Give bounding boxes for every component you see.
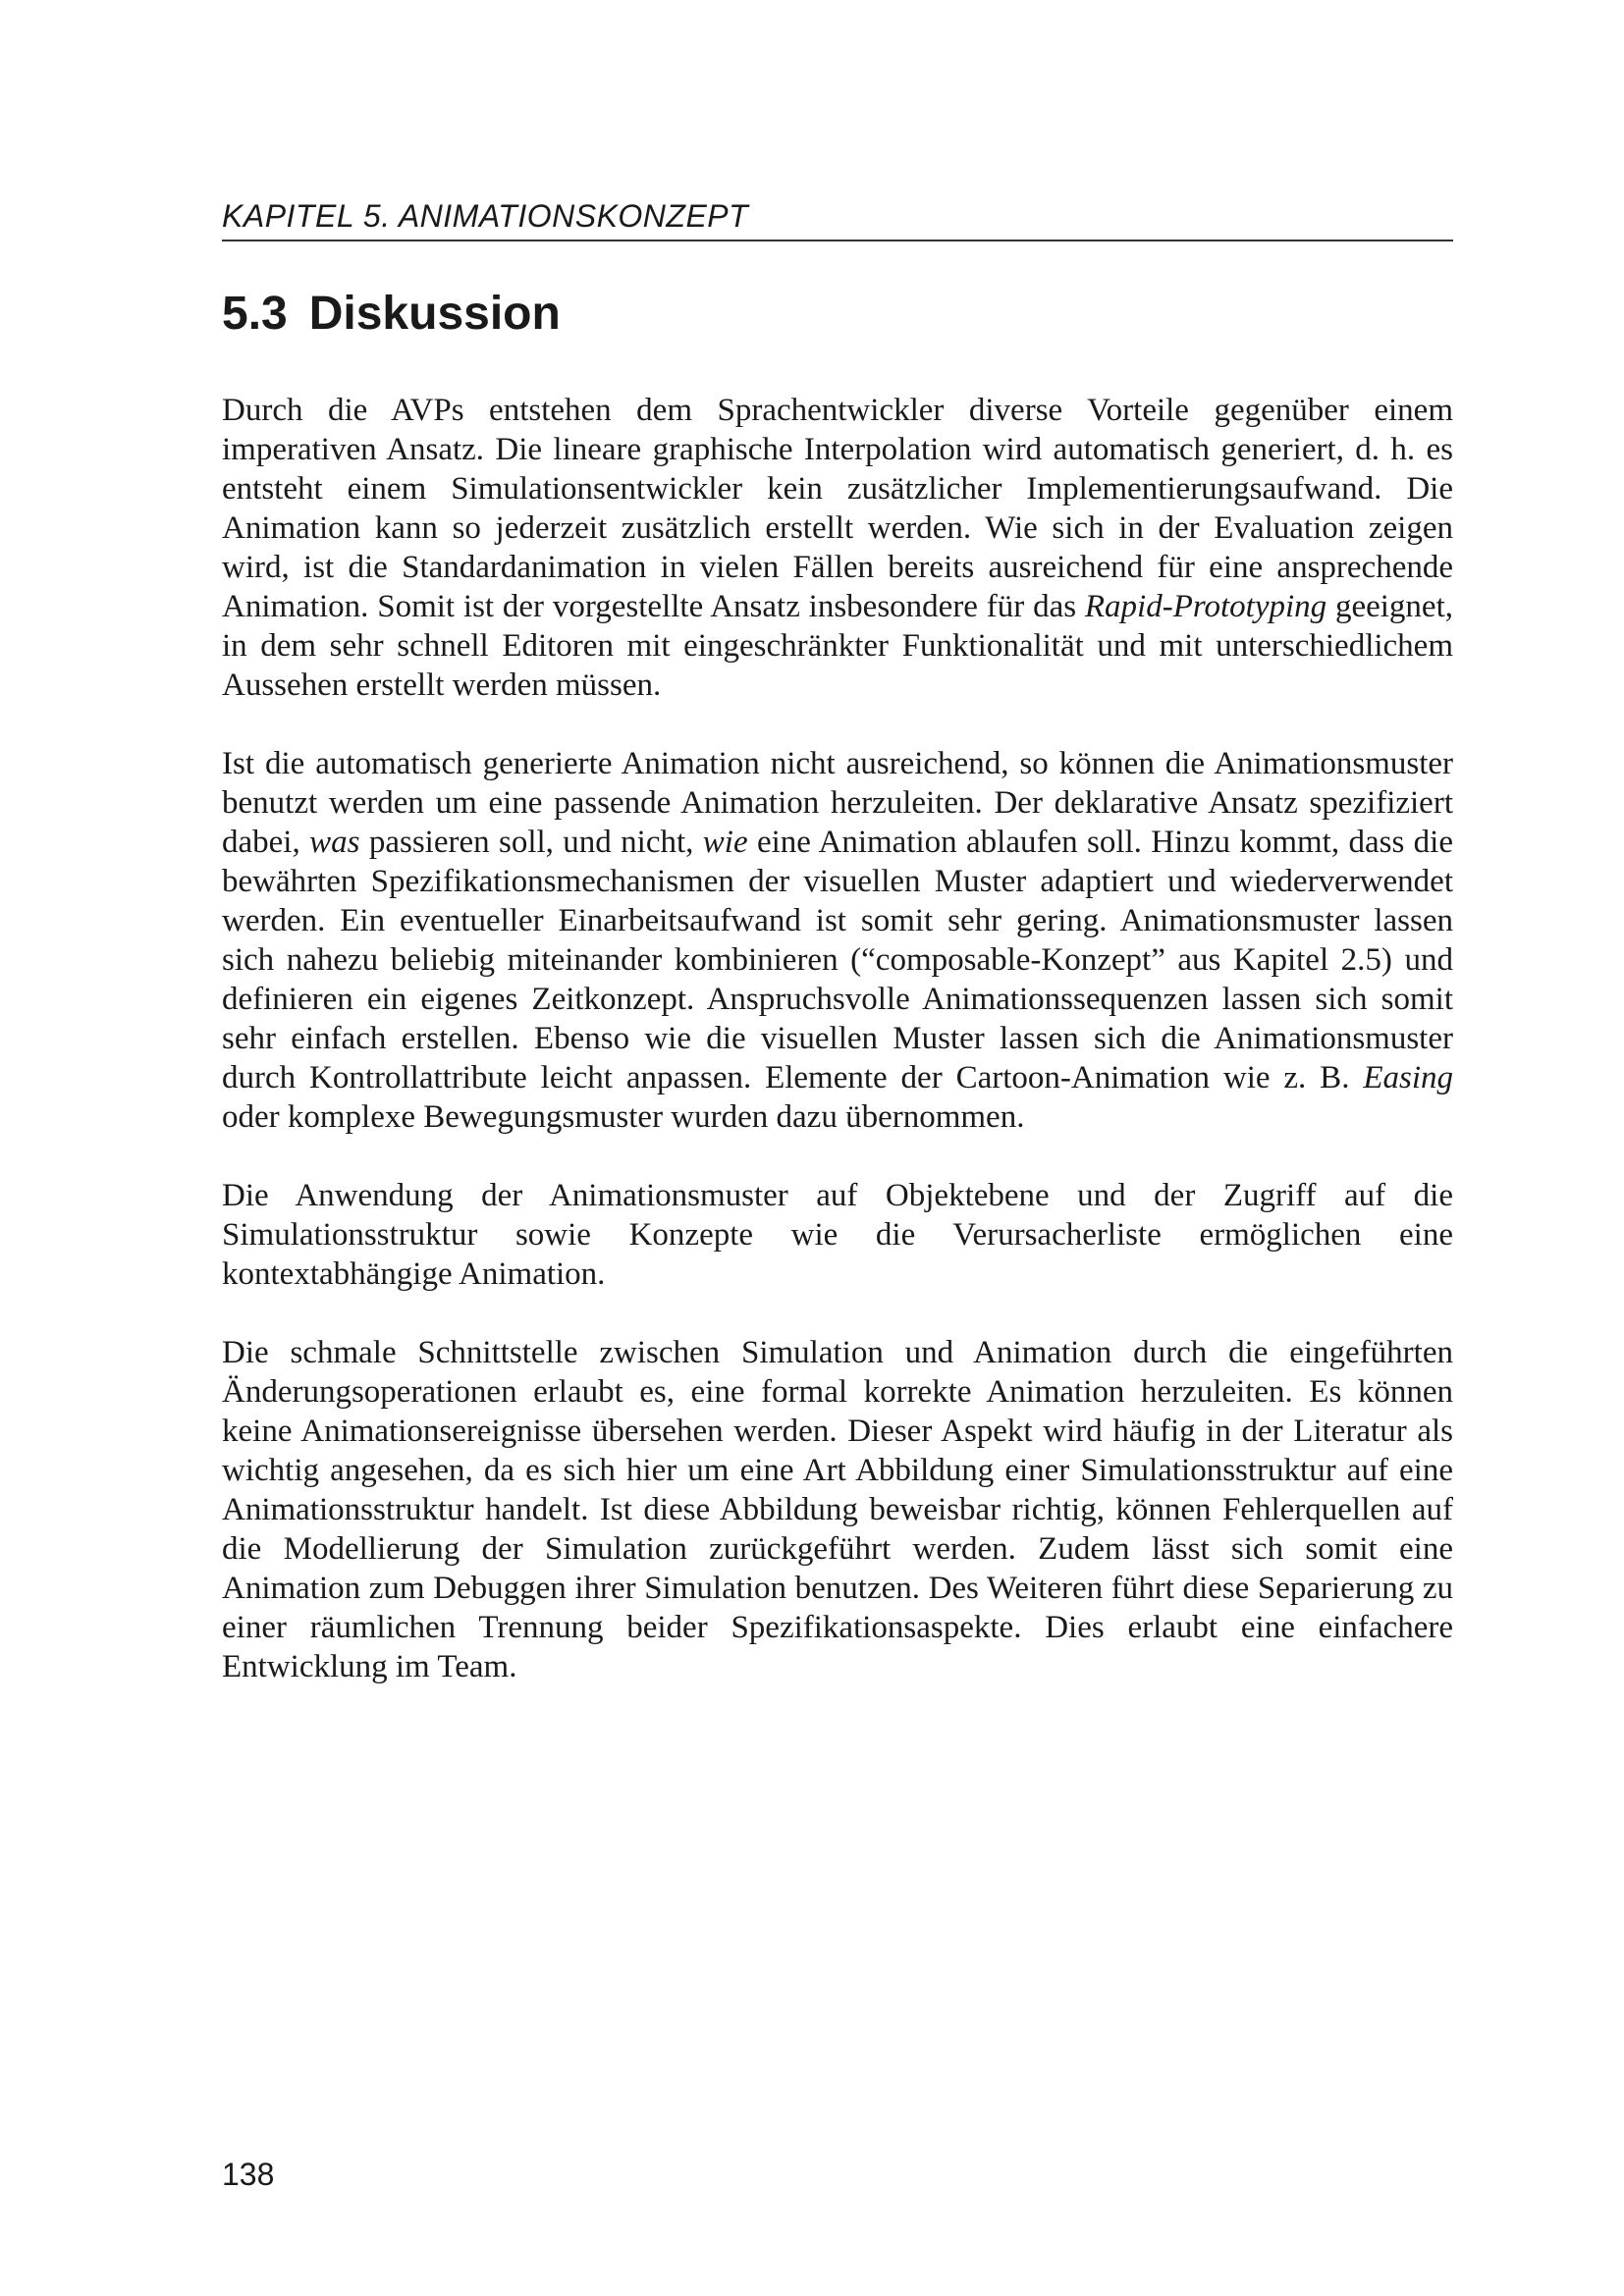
section-title: Diskussion [308, 288, 561, 340]
paragraph-3: Die Anwendung der Animationsmuster auf Objektebene und der Zugriff auf die Simulationsstruktur sowie Konzepte wie die Verursacherliste ermöglichen eine kontextabhängige Animation. [222, 1178, 1453, 1292]
wie-term: wie [702, 825, 748, 860]
rapid-prototyping-term: Rapid-Prototyping [1084, 589, 1327, 624]
section-number: 5.3 [222, 288, 288, 340]
paragraph-2-text-d: oder komplexe Bewegungsmuster wurden dazu übernommen. [222, 1099, 1025, 1135]
easing-term: Easing [1363, 1060, 1453, 1095]
body-text [222, 391, 1453, 1726]
running-head: KAPITEL 5. ANIMATIONSKONZEPT [222, 196, 1453, 241]
paragraph-1 [222, 391, 1453, 705]
paragraph-4: Die schmale Schnittstelle zwischen Simulation und Animation durch die eingeführten Änderungsoperationen erlaubt es, eine formal korrekte Animation herzuleiten. Es können keine Animationsereignisse übersehen werden. Dieser Aspekt wird häufig in der Literatur als wichtig angesehen, da es sich hier um eine Art Abbildung einer Simulationsstruktur auf eine Animationsstruktur handelt. Ist diese Abbildung beweisbar richtig, können Fehlerquellen auf die Modellierung der Simulation zurückgeführt werden. Zudem lässt sich somit eine Animation zum Debuggen ihrer Simulation benutzen. Des Weiteren führt diese Separierung zu einer räumlichen Trennung beider Spezifikationsaspekte. Dies erlaubt eine einfachere Entwicklung im Team. [222, 1335, 1453, 1684]
paragraph-1-text-b: geeignet, in dem sehr schnell Editoren mit eingeschränkter Funktionalität und mit unterschiedlichem Aussehen erstellt werden müssen. [222, 589, 1453, 703]
was-term: was [309, 825, 360, 860]
section-heading [222, 285, 561, 344]
paragraph-2 [222, 744, 1453, 1137]
paragraph-2-text-c: eine Animation ablaufen soll. Hinzu kommt, dass die bewährten Spezifikationsmechanismen der visuellen Muster adaptiert und wiederverwendet werden. Ein eventueller Einarbeitsaufwand ist somit sehr gering. Animationsmuster lassen sich nahezu beliebig miteinander kombinieren (“composable-Konzept” aus Kapitel 2.5) und definieren ein eigenes Zeitkonzept. Anspruchsvolle Animationssequenzen lassen sich somit sehr einfach erstellen. Ebenso wie die visuellen Muster lassen sich die Animationsmuster durch Kontrollattribute leicht anpassen. Elemente der Cartoon-Animation wie z. B. [222, 825, 1453, 1095]
paragraph-2-text-a: Ist die automatisch generierte Animation nicht ausreichend, so können die Animationsmuster benutzt werden um eine passende Animation herzuleiten. Der deklarative Ansatz spezifiziert dabei, [222, 746, 1453, 860]
page-number: 138 [222, 2157, 275, 2192]
paragraph-1-text-a: Durch die AVPs entstehen dem Sprachentwickler diverse Vorteile gegenüber einem imperativen Ansatz. Die lineare graphische Interpolation wird automatisch generiert, d. h. es entsteht einem Simulationsentwickler kein zusätzlicher Implementierungsaufwand. Die Animation kann so jederzeit zusätzlich erstellt werden. Wie sich in der Evaluation zeigen wird, ist die Standardanimation in vielen Fällen bereits ausreichend für eine ansprechende Animation. Somit ist der vorgestellte Ansatz insbesondere für das [222, 393, 1453, 624]
paragraph-2-text-b: passieren soll, und nicht, [359, 825, 703, 860]
